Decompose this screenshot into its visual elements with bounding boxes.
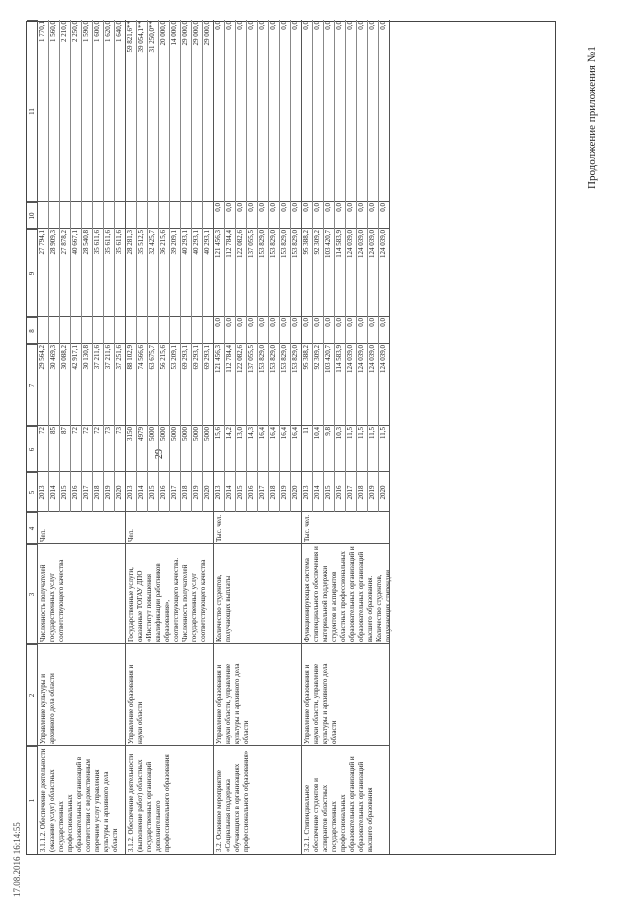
value-cell: 5000	[148, 427, 156, 441]
value-cell: 0,0	[291, 21, 299, 30]
value-cell: 0,0	[280, 21, 288, 30]
value-cell: 74 566,6	[137, 345, 145, 370]
value-cell: 32 425,7	[148, 230, 156, 255]
value-cell: 29 000,0	[203, 21, 211, 46]
column-divider	[27, 745, 389, 746]
value-cell: 121 456,3	[214, 230, 222, 258]
value-cell: 0,0	[379, 318, 387, 327]
value-cell: 114 583,9	[335, 230, 343, 258]
value-cell: 9,8	[324, 427, 332, 436]
value-cell: 40 293,1	[192, 230, 200, 255]
value-cell: 1 590,0	[82, 21, 90, 42]
value-cell: 16,4	[258, 427, 266, 440]
value-cell: 10,3	[335, 427, 343, 440]
value-cell: 0,0	[291, 203, 299, 212]
value-cell: 0,0	[368, 203, 376, 212]
section-name: 3.2. Основное мероприятие «Социальная поддержка обучающихся в организациях профессионального образования»	[215, 750, 250, 852]
year-cell: 2016	[71, 485, 79, 500]
value-cell: 0,0	[258, 203, 266, 212]
year-cell: 2017	[82, 485, 90, 500]
value-cell: 35 512,5	[137, 230, 145, 255]
value-cell: 42 917,1	[71, 345, 79, 370]
value-cell	[37, 202, 47, 229]
value-cell: 153 829,0	[258, 230, 266, 258]
value-cell: 0,0	[214, 203, 222, 212]
column-header-11: 11	[27, 20, 37, 202]
value-cell: 0,0	[236, 318, 244, 327]
value-cell: 0,0	[247, 318, 255, 327]
value-cell: 95 388,2	[302, 345, 310, 370]
value-cell: 124 039,0	[368, 345, 376, 373]
year-cell: 2020	[291, 485, 299, 500]
value-cell: 28 281,3	[126, 230, 134, 255]
year-cell: 2018	[181, 485, 189, 500]
section-name: 3.2.1. Стипендиальное обеспечение студентов и аспирантов областных государственных профессиональных образовательных организаций и образовательных организаций высшего образования	[303, 756, 374, 852]
value-cell: 53 209,1	[170, 345, 178, 370]
value-cell: 0,0	[357, 203, 365, 212]
year-cell: 2013	[38, 485, 46, 500]
column-header-7: 7	[27, 344, 37, 426]
value-cell: 16,4	[269, 427, 277, 440]
value-cell: 87	[60, 427, 68, 434]
value-cell: 31 250,0**	[148, 21, 156, 53]
value-cell: 0,0	[324, 203, 332, 212]
page-number: 29	[154, 449, 165, 459]
year-cell: 2013	[126, 485, 134, 500]
value-cell: 20 000,0	[159, 21, 167, 46]
column-header-1: 1	[27, 746, 37, 854]
value-cell: 69 293,1	[203, 345, 211, 370]
value-cell: 10,4	[313, 427, 321, 440]
value-cell: 5000	[203, 427, 211, 441]
value-cell: 0,0	[214, 21, 222, 30]
continuation-title: Продолжение приложения №1	[586, 46, 598, 189]
value-cell: 69 293,1	[192, 345, 200, 370]
year-cell: 2014	[137, 485, 145, 500]
value-cell: 73	[115, 427, 123, 434]
value-cell: 5000	[159, 427, 167, 441]
value-cell: 92 309,2	[313, 230, 321, 255]
year-cell: 2018	[93, 485, 101, 500]
value-cell: 4979	[137, 427, 145, 441]
value-cell: 30 088,2	[60, 345, 68, 370]
section-executor: Управление образования и науки области, управление культуры и архивного дела области	[215, 663, 250, 744]
value-cell: 5000	[181, 427, 189, 441]
column-header-4: 4	[27, 512, 37, 544]
year-cell: 2015	[236, 485, 244, 500]
section-divider	[389, 20, 390, 854]
value-cell: 0,0	[225, 203, 233, 212]
value-cell: 35 611,6	[104, 230, 112, 255]
column-header-3: 3	[27, 544, 37, 644]
value-cell: 72	[82, 427, 90, 434]
value-cell	[180, 202, 190, 229]
value-cell: 124 039,0	[357, 345, 365, 373]
year-cell: 2018	[357, 485, 365, 500]
value-cell: 2 250,0	[71, 21, 79, 42]
value-cell: 0,0	[379, 203, 387, 212]
year-cell: 2013	[302, 485, 310, 500]
value-cell: 72	[38, 427, 46, 434]
value-cell: 0,0	[324, 21, 332, 30]
value-cell	[48, 202, 58, 229]
value-cell: 0,0	[313, 318, 321, 327]
value-cell: 124 039,0	[379, 345, 387, 373]
value-cell: 13,0	[236, 427, 244, 440]
value-cell: 0,0	[368, 318, 376, 327]
column-divider	[27, 543, 389, 544]
value-cell: 5000	[170, 427, 178, 441]
value-cell: 0,0	[357, 21, 365, 30]
value-cell	[147, 317, 157, 344]
section-name: 3.1.2. Обеспечение деятельности (выполнение работ) областных государственных организаций дополнительного профессионального образования	[127, 753, 171, 852]
value-cell: 14,3	[247, 427, 255, 440]
value-cell: 112 784,4	[225, 345, 233, 373]
value-cell	[125, 317, 135, 344]
value-cell: 0,0	[225, 21, 233, 30]
value-cell: 56 215,6	[159, 345, 167, 370]
value-cell	[103, 317, 113, 344]
value-cell	[158, 317, 168, 344]
value-cell: 0,0	[313, 21, 321, 30]
value-cell	[70, 317, 80, 344]
value-cell	[147, 202, 157, 229]
year-cell: 2014	[225, 485, 233, 500]
value-cell: 11,5	[346, 427, 354, 439]
value-cell: 1 560,0	[49, 21, 57, 42]
year-cell: 2015	[324, 485, 332, 500]
value-cell: 0,0	[335, 318, 343, 327]
value-cell: 114 583,9	[335, 345, 343, 373]
value-cell: 0,0	[225, 318, 233, 327]
budget-table	[26, 21, 556, 855]
value-cell	[136, 202, 146, 229]
value-cell: 153 829,0	[269, 345, 277, 373]
value-cell: 0,0	[291, 318, 299, 327]
value-cell	[191, 202, 201, 229]
value-cell: 124 039,0	[346, 345, 354, 373]
value-cell: 14 000,0	[170, 21, 178, 46]
value-cell	[180, 317, 190, 344]
year-cell: 2016	[247, 485, 255, 500]
year-cell: 2016	[159, 485, 167, 500]
value-cell	[37, 317, 47, 344]
value-cell: 0,0	[258, 318, 266, 327]
section-unit: Тыс. чел.	[215, 514, 223, 542]
value-cell: 59 821,6**	[126, 21, 134, 53]
value-cell: 39 054,1**	[137, 21, 145, 53]
value-cell: 137 055,5	[247, 345, 255, 373]
value-cell: 0,0	[302, 203, 310, 212]
value-cell: 5000	[192, 427, 200, 441]
value-cell	[191, 317, 201, 344]
value-cell: 1 620,0	[104, 21, 112, 42]
value-cell: 37 211,6	[104, 345, 112, 370]
value-cell: 29 000,0	[181, 21, 189, 46]
value-cell: 0,0	[247, 21, 255, 30]
value-cell: 0,0	[247, 203, 255, 212]
value-cell	[136, 317, 146, 344]
value-cell: 124 039,0	[357, 230, 365, 258]
value-cell: 11	[302, 427, 310, 434]
value-cell: 1 640,0	[115, 21, 123, 42]
value-cell: 124 039,0	[368, 230, 376, 258]
value-cell: 153 829,0	[280, 230, 288, 258]
column-header-10: 10	[27, 202, 37, 229]
year-cell: 2020	[115, 485, 123, 500]
value-cell	[48, 317, 58, 344]
value-cell	[169, 202, 179, 229]
value-cell: 153 829,0	[291, 230, 299, 258]
value-cell: 0,0	[258, 21, 266, 30]
value-cell: 95 388,2	[302, 230, 310, 255]
section-executor: Управление образования и науки области	[127, 664, 144, 744]
year-cell: 2017	[258, 485, 266, 500]
column-header-2: 2	[27, 644, 37, 746]
value-cell	[92, 317, 102, 344]
year-cell: 2017	[170, 485, 178, 500]
section-unit: Чел.	[127, 529, 135, 542]
section-indicator: Количество студентов, получающих выплаты	[215, 574, 232, 642]
value-cell: 16,4	[280, 427, 288, 440]
value-cell: 122 082,6	[236, 345, 244, 373]
section-executor: Управление образования и науки области, управление культуры и архивного дела области	[303, 663, 338, 744]
value-cell	[125, 202, 135, 229]
value-cell	[169, 317, 179, 344]
value-cell: 0,0	[379, 21, 387, 30]
value-cell: 121 456,3	[214, 345, 222, 373]
value-cell: 153 829,0	[280, 345, 288, 373]
value-cell	[59, 202, 69, 229]
value-cell: 27 794,1	[38, 230, 46, 255]
value-cell: 39 209,1	[170, 230, 178, 255]
section-indicator: Численность получателей государственных услуг соответствующего качества	[39, 559, 65, 642]
value-cell: 40 293,1	[181, 230, 189, 255]
year-cell: 2018	[269, 485, 277, 500]
value-cell: 103 420,7	[324, 345, 332, 373]
value-cell: 35 611,6	[115, 230, 123, 255]
value-cell: 69 293,1	[181, 345, 189, 370]
value-cell: 72	[71, 427, 79, 434]
value-cell: 16,4	[291, 427, 299, 440]
value-cell: 0,0	[214, 318, 222, 327]
value-cell: 36 215,6	[159, 230, 167, 255]
year-cell: 2019	[104, 485, 112, 500]
value-cell: 0,0	[280, 318, 288, 327]
value-cell	[81, 202, 91, 229]
year-cell: 2016	[335, 485, 343, 500]
value-cell: 1 770,1	[38, 21, 46, 42]
value-cell: 0,0	[357, 318, 365, 327]
value-cell: 0,0	[335, 203, 343, 212]
print-timestamp: 17.08.2016 16:14:55	[12, 822, 22, 897]
value-cell: 15,6	[214, 427, 222, 440]
year-cell: 2014	[313, 485, 321, 500]
section-indicator: Государственные услуги, оказанные ТОГАУ ДПО «Институт повышения квалификации работников образования», соответствующего качества. Численность получателей государственных услуг соответствующего качества	[127, 557, 207, 642]
value-cell	[202, 317, 212, 344]
value-cell: 29 000,0	[192, 21, 200, 46]
value-cell: 0,0	[324, 318, 332, 327]
value-cell: 92 309,2	[313, 345, 321, 370]
value-cell: 14,2	[225, 427, 233, 440]
year-cell: 2015	[148, 485, 156, 500]
column-header-8: 8	[27, 317, 37, 344]
section-indicator: Функционирующая система стипендиального обеспечения и материальной поддержки студентов и аспирантов областных профессиональных образовательных организаций и образовательных организаций высшего образования. Количество студентов, получающих стипендии	[303, 546, 392, 642]
value-cell: 27 878,2	[60, 230, 68, 255]
value-cell: 153 829,0	[258, 345, 266, 373]
value-cell: 73	[104, 427, 112, 434]
year-cell: 2020	[203, 485, 211, 500]
value-cell: 37 211,6	[93, 345, 101, 370]
value-cell: 0,0	[346, 21, 354, 30]
value-cell: 0,0	[269, 318, 277, 327]
value-cell	[92, 202, 102, 229]
year-cell: 2019	[280, 485, 288, 500]
value-cell: 28 909,3	[49, 230, 57, 255]
value-cell: 153 829,0	[269, 230, 277, 258]
column-header-5: 5	[27, 472, 37, 512]
value-cell: 0,0	[280, 203, 288, 212]
year-cell: 2019	[368, 485, 376, 500]
value-cell: 0,0	[269, 21, 277, 30]
value-cell: 1 600,0	[93, 21, 101, 42]
year-cell: 2014	[49, 485, 57, 500]
value-cell: 11,5	[368, 427, 376, 439]
value-cell	[158, 202, 168, 229]
value-cell: 2 210,0	[60, 21, 68, 42]
value-cell: 0,0	[236, 21, 244, 30]
value-cell: 29 564,2	[38, 345, 46, 370]
column-header-9: 9	[27, 229, 37, 317]
value-cell: 0,0	[368, 21, 376, 30]
section-executor: Управление культуры и архивного дела области	[39, 673, 56, 744]
value-cell: 137 055,5	[247, 230, 255, 258]
value-cell: 0,0	[302, 318, 310, 327]
value-cell: 11,5	[379, 427, 387, 439]
value-cell: 88 102,9	[126, 345, 134, 370]
value-cell	[81, 317, 91, 344]
value-cell: 37 251,6	[115, 345, 123, 370]
value-cell: 112 784,4	[225, 230, 233, 258]
value-cell: 124 039,0	[379, 230, 387, 258]
section-unit: Чел.	[39, 529, 47, 542]
value-cell	[114, 317, 124, 344]
value-cell: 30 469,3	[49, 345, 57, 370]
value-cell: 63 675,7	[148, 345, 156, 370]
value-cell: 72	[93, 427, 101, 434]
year-cell: 2015	[60, 485, 68, 500]
value-cell: 11,5	[357, 427, 365, 439]
year-cell: 2013	[214, 485, 222, 500]
value-cell: 0,0	[302, 21, 310, 30]
column-header-6: 6	[27, 426, 37, 472]
value-cell: 122 082,6	[236, 230, 244, 258]
value-cell: 0,0	[313, 203, 321, 212]
value-cell: 85	[49, 427, 57, 434]
value-cell: 0,0	[269, 203, 277, 212]
section-name: 3.1.1.2. Обеспечение деятельности (оказание услуг) областных государственных профессиональных образовательных организаций в соответствии с ведомственным перечнем услуг управления культуры и архивного дела области	[39, 748, 119, 852]
value-cell: 30 130,8	[82, 345, 90, 370]
value-cell	[202, 202, 212, 229]
year-cell: 2020	[379, 485, 387, 500]
value-cell	[114, 202, 124, 229]
value-cell: 0,0	[346, 318, 354, 327]
year-cell: 2019	[192, 485, 200, 500]
value-cell: 40 293,1	[203, 230, 211, 255]
value-cell: 103 420,7	[324, 230, 332, 258]
value-cell	[70, 202, 80, 229]
value-cell: 0,0	[236, 203, 244, 212]
value-cell: 124 039,0	[346, 230, 354, 258]
value-cell: 0,0	[346, 203, 354, 212]
year-cell: 2017	[346, 485, 354, 500]
value-cell: 35 611,6	[93, 230, 101, 255]
value-cell: 153 829,0	[291, 345, 299, 373]
section-unit: Тыс. чел.	[303, 514, 311, 542]
column-divider	[27, 643, 389, 644]
value-cell: 28 540,8	[82, 230, 90, 255]
value-cell: 40 667,1	[71, 230, 79, 255]
value-cell: 3150	[126, 427, 134, 441]
value-cell	[103, 202, 113, 229]
value-cell: 0,0	[335, 21, 343, 30]
value-cell	[59, 317, 69, 344]
